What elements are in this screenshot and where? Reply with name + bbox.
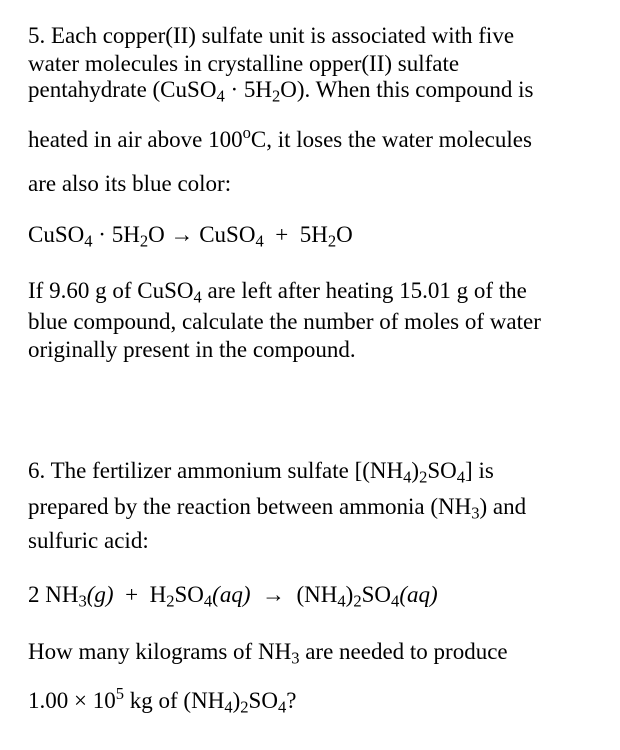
problem5-line2: water molecules in crystalline opper(II) sulfate <box>28 51 460 76</box>
problem6-equation: 2 $NH_3(g) + H_2SO_4(aq) \to (NH_4)_2SO_4(aq)$ <box>28 582 438 611</box>
problem5-question-line2: blue compound, calculate the number of moles of water <box>28 309 541 334</box>
problem6-line1: 6. The fertilizer ammonium sulfate $[(NH_4)_2SO_4]$ is <box>28 458 494 487</box>
problem5-line5: are also its blue color: <box>28 171 232 196</box>
problem6-line3: sulfuric acid: <box>28 528 149 553</box>
problem6-question-line1: How many kilograms of $NH_3$ are needed to produce <box>28 639 508 668</box>
problem5-question-line3: originally present in the compound. <box>28 337 356 362</box>
problem6-line2: prepared by the reaction between ammonia $(NH_3)$ and <box>28 494 527 523</box>
problem5-equation: CuSO$_4$ · $5H_2O$ → CuSO$_4$ + $5H_2O$ <box>28 222 353 251</box>
problem6-question-line2: $1.00 \times 10^5$ kg of $(NH_4)_2SO_4$? <box>28 683 297 717</box>
problem5-line4: heated in air above 100$^o$C, it loses the water molecules <box>28 122 532 152</box>
problem5-number: 5. <box>28 23 46 48</box>
reaction-arrow: → <box>262 582 285 607</box>
problem5-line3: pentahydrate (CuSO$_4$ · $5H_2O$). When this compound is <box>28 77 534 106</box>
reaction-arrow: → <box>170 222 194 247</box>
problem5-line1: 5. Each copper(II) sulfate unit is associated with five <box>28 23 515 48</box>
problem5-question-line1: If 9.60 g of CuSO$_4$ are left after heating 15.01 g of the <box>28 278 527 307</box>
